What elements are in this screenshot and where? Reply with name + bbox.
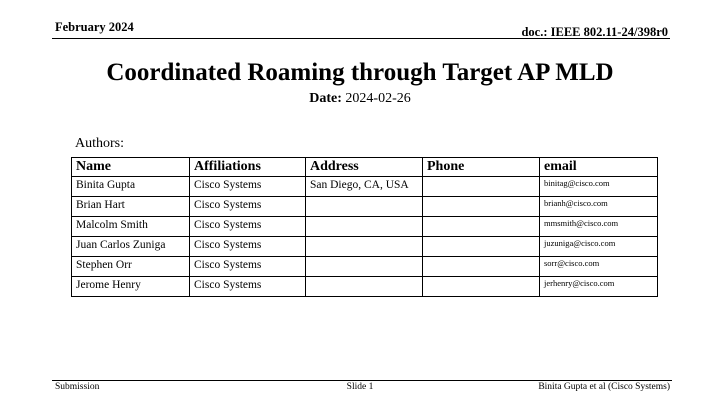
date-value: 2024-02-26 [345,91,411,106]
author-name: Jerome Henry [72,277,190,297]
author-address [306,257,423,277]
table-header-row [72,158,658,177]
header-date: February 2024 [55,20,134,34]
author-address [306,277,423,297]
slide-title: Coordinated Roaming through Target AP MLD [106,59,614,86]
author-email: jerhenry@cisco.com [540,277,658,297]
authors-table [71,157,658,297]
column-header-phone: Phone [423,158,540,177]
footer-slide-number: Slide 1 [346,382,374,392]
footer-authors: Binita Gupta et al (Cisco Systems) [538,382,670,392]
author-phone [423,217,540,237]
author-affiliation: Cisco Systems [190,177,306,197]
author-name: Brian Hart [72,197,190,217]
table-row [72,197,658,217]
slide-date [0,91,720,107]
author-email: binitag@cisco.com [540,177,658,197]
footer-submission: Submission [55,382,100,392]
author-affiliation: Cisco Systems [190,237,306,257]
column-header-address: Address [306,158,423,177]
header-divider [52,38,670,39]
table-row [72,217,658,237]
author-name: Malcolm Smith [72,217,190,237]
author-email: sorr@cisco.com [540,257,658,277]
column-header-name: Name [72,158,190,177]
author-address: San Diego, CA, USA [306,177,423,197]
table-row [72,237,658,257]
table-row [72,177,658,197]
author-affiliation: Cisco Systems [190,217,306,237]
column-header-email: email [540,158,658,177]
author-affiliation: Cisco Systems [190,277,306,297]
author-address [306,217,423,237]
table-row [72,277,658,297]
header-doc-id: doc.: IEEE 802.11-24/398r0 [521,25,668,39]
author-phone [423,257,540,277]
authors-label: Authors: [75,136,124,151]
author-name: Stephen Orr [72,257,190,277]
footer-divider [52,380,672,381]
author-affiliation: Cisco Systems [190,257,306,277]
column-header-affiliations: Affiliations [190,158,306,177]
author-phone [423,197,540,217]
table-row [72,257,658,277]
author-name: Binita Gupta [72,177,190,197]
author-phone [423,277,540,297]
date-label: Date: [309,91,342,106]
author-address [306,237,423,257]
author-email: juzuniga@cisco.com [540,237,658,257]
author-affiliation: Cisco Systems [190,197,306,217]
author-phone [423,177,540,197]
author-phone [423,237,540,257]
author-address [306,197,423,217]
author-name: Juan Carlos Zuniga [72,237,190,257]
author-email: brianh@cisco.com [540,197,658,217]
author-email: mmsmith@cisco.com [540,217,658,237]
